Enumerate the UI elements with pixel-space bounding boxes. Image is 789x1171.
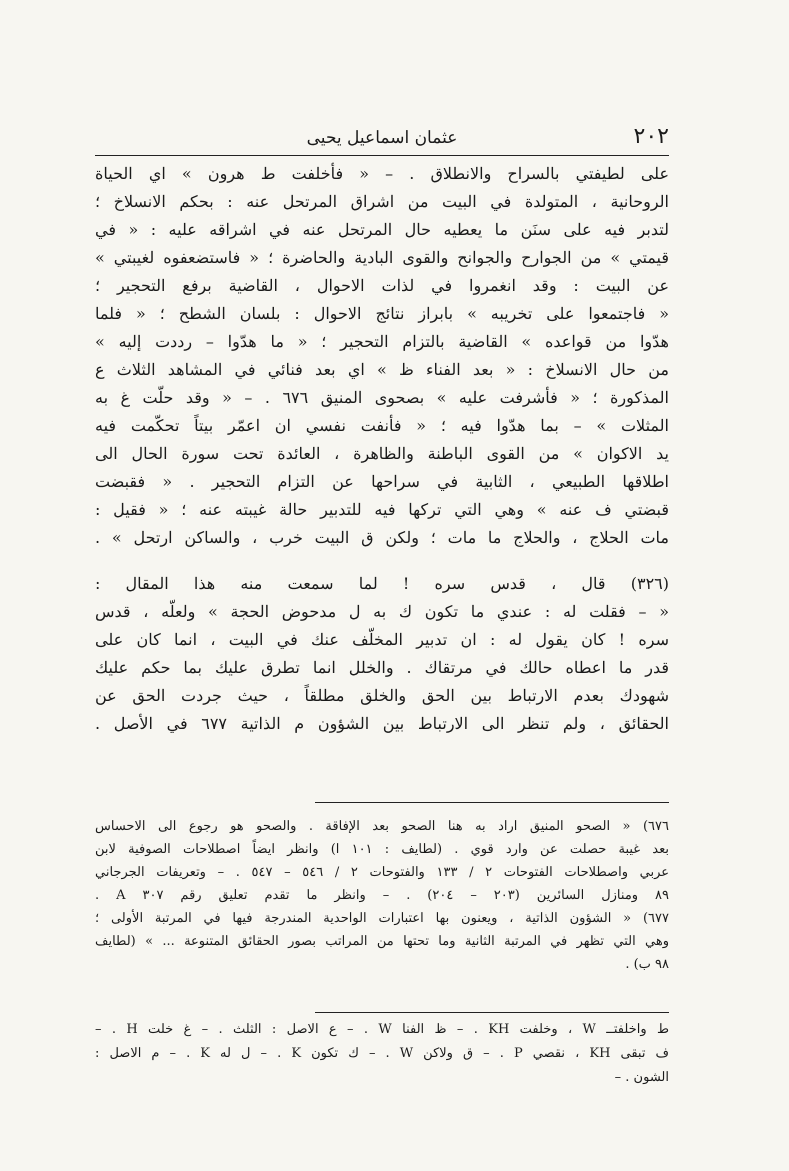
apparatus-line: الشون . – [614,1070,669,1085]
text-line: شهودك بعدم الارتباط بين الحق والخلق مطلقاً ، حيث جردت الحق عن [95,686,669,705]
footnotes [95,815,669,976]
text-line: مات الحلاج ، والحلاج ما مات ؛ ولكن ق البيت خرب ، والساكن ارتحل » . [95,528,669,547]
critical-apparatus [95,1018,669,1090]
text-line: سره ! كان يقول له : ان تدبير المخلّف عنك في البيت ، انما كان على [95,630,669,649]
text-line: المذكورة ؛ « فأشرفت عليه » بصحوى المنيق ٦٧٦ . – « وقد حلّت غ به [95,388,669,407]
footnote-line: عربي واصطلاحات الفتوحات ٢ / ١٣٣ والفتوحات ٢ / ٥٤٦ – ٥٤٧ . – وتعريفات الجرجاني [95,865,669,880]
text-line: عن البيت : وقد انغمروا في لذات الاحوال ، القاضية برفع التحجير ؛ [95,276,669,295]
footnote-line: وهي التي تظهر في المرتبة الثانية وما تحتها من المراتب بصور الحقائق المتنوعة ... » (لطايف [95,934,669,949]
footnote-line: ٩٨ ب) . [625,957,669,972]
text-line: قبضتي ف عنه » وهي التي تركها فيه للتدبير حالة غيبته عنه ؛ « فقيل : [95,500,669,519]
text-line: الروحانية ، المتولدة في البيت من اشراق المرتحل عنه : بحكم الانسلاخ ؛ [95,192,669,211]
text-line: الحقائق ، ولم تنظر الى الارتباط بين الشؤون م الذاتية ٦٧٧ في الأصل . [95,714,669,733]
paragraph-gap [95,552,669,570]
apparatus-line: ط واخلفتــ W ، وخلفت KH . – ظ الفنا W . – ع الاصل : الثلث . – غ خلت H . – [95,1022,669,1037]
footnote-line: ٦٧٦) « الصحو المنيق اراد به هنا الصحو بعد الإفاقة . والصحو هو رجوع الى الاحساس [95,819,669,834]
main-text [95,160,669,738]
text-line: لتدبر فيه على سنَن ما يعطيه حال المرتحل عنه في اشراقه عليه : « في [95,220,669,239]
header-rule [95,155,669,156]
text-line: هدّوا من قواعده » القاضية بالتزام التحجير ؛ « ما هدّوا – رددت إليه » [95,332,669,351]
text-line: من حال الانسلاخ : « بعد الفناء ظ » اي بعد فنائي في المشاهد الثلاث ع [95,360,669,379]
text-line: يد الاكوان » من القوى الباطنة والظاهرة ، العائدة تحت سورة الحال الى [95,444,669,463]
apparatus-line: ف تبقى KH ، نقصي P . – ق ولاكن W . – ك تكون K . – ل له K . – م الاصل : [95,1046,669,1061]
text-line: « – فقلت له : عندي ما تكون ك به ل مدحوض الحجة » ولعلّه ، قدس [95,602,669,621]
footnote-line: بعد غيبة حصلت عن وارد قوي . (لطايف : ١٠١ ا) وانظر ايضاً اصطلاحات الصوفية لابن [95,842,669,857]
text-line: قدر ما اعطاه حالك في مرتقاك . والخلل انما تطرق عليك بما حكم عليك [95,658,669,677]
text-line: على لطيفتي بالسراح والانطلاق . – « فأخلفت ط هرون » اي الحياة [95,164,669,183]
text-line: قيمتي » من الجوارح والجوانح والقوى البادية والحاضرة ؛ « فاستضعفوه لغيبتي » [95,248,669,267]
text-line: (٣٢٦) قال ، قدس سره ! لما سمعت منه هذا المقال : [95,574,669,593]
text-line: المثلات » – بما هدّوا فيه ؛ « فأنفت نفسي ان اعمّر بيتاً تحكّمت فيه [95,416,669,435]
running-head: عثمان اسماعيل يحيى [306,128,458,148]
footnote-line: ٨٩ ومنازل السائرين (٢٠٣ – ٢٠٤) . – وانظر ما تقدم تعليق رقم ٣٠٧ A . [95,888,669,903]
apparatus-rule [315,1012,669,1013]
text-line: اطلاقها الطبيعي ، الثابية في سراحها عن التزام التحجير . « فقبضت [95,472,669,491]
footnotes-rule [315,802,669,803]
footnote-line: ٦٧٧) « الشؤون الذاتية ، ويعنون بها اعتبارات الواحدية المندرجة فيها في المرتبة الأولى ؛ [95,911,669,926]
page-number: ٢٠٢ [633,124,669,149]
page-header [95,120,669,154]
text-line: « فاجتمعوا على تخريبه » بابراز نتائج الاحوال : بلسان الشطح ؛ « فلما [95,304,669,323]
